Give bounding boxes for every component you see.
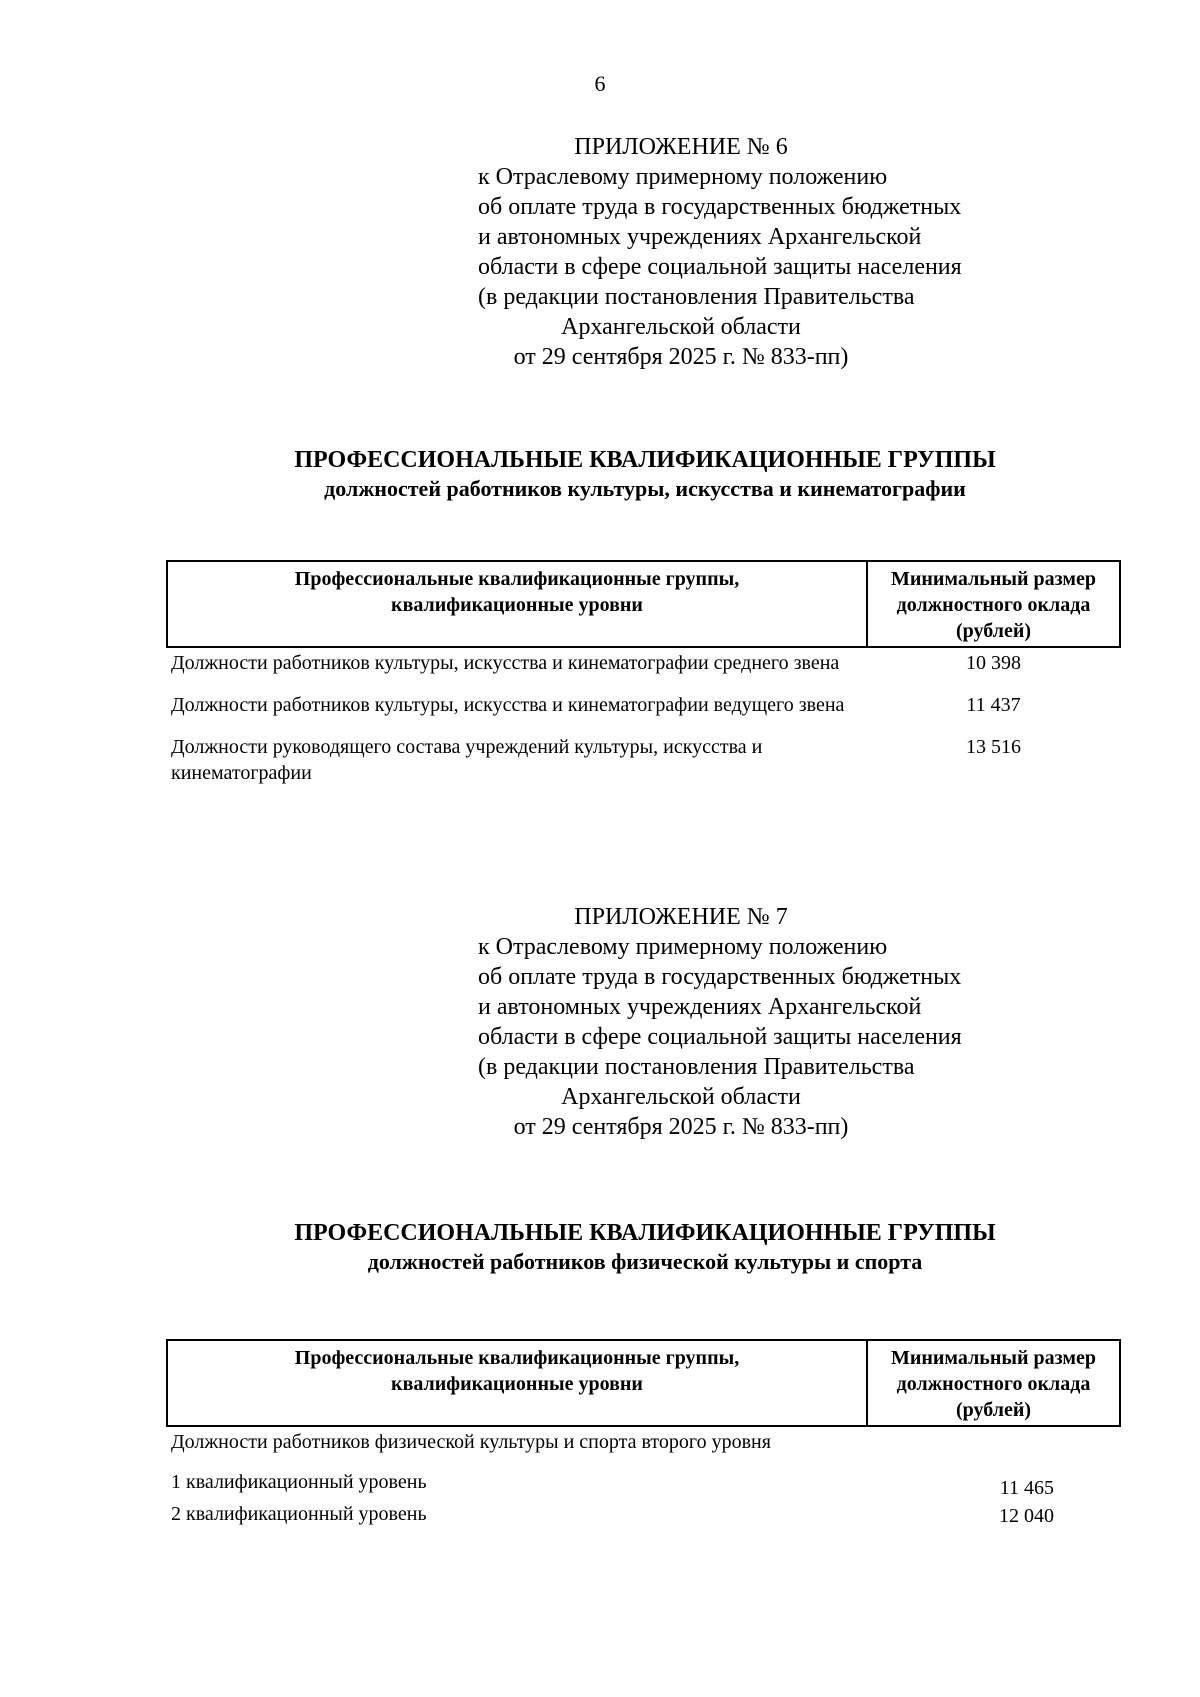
appendix-7-line: и автономных учреждениях Архангельской bbox=[478, 994, 922, 1020]
table-row-value: 10 398 bbox=[966, 652, 1021, 674]
appendix-7-line: ПРИЛОЖЕНИЕ № 7 bbox=[574, 904, 788, 930]
appendix-7-header bbox=[478, 902, 962, 1142]
appendix-6-header bbox=[478, 132, 962, 372]
appendix-6-line: к Отраслевому примерному положению bbox=[478, 164, 888, 190]
section-6-heading bbox=[170, 445, 1120, 503]
table-row bbox=[167, 690, 1120, 732]
appendix-6-line: и автономных учреждениях Архангельской bbox=[478, 224, 922, 250]
appendix-7-line: (в редакции постановления Правительства bbox=[478, 1054, 915, 1080]
table-row-name: Должности руководящего состава учреждений культуры, искусства и кинематографии bbox=[171, 736, 763, 784]
table-row-name: 1 квалификационный уровень bbox=[171, 1471, 427, 1493]
table-sport-header-groups: Профессиональные квалификационные группы, квалификационные уровни bbox=[167, 1340, 867, 1426]
section-7-title: ПРОФЕССИОНАЛЬНЫЕ КВАЛИФИКАЦИОННЫЕ ГРУППЫ bbox=[294, 1220, 996, 1246]
section-7-heading bbox=[170, 1218, 1120, 1276]
appendix-6-line: ПРИЛОЖЕНИЕ № 6 bbox=[574, 134, 788, 160]
table-row-value: 13 516 bbox=[966, 736, 1021, 758]
appendix-6-line: (в редакции постановления Правительства bbox=[478, 284, 915, 310]
page-number: 6 bbox=[594, 71, 606, 96]
table-group-row bbox=[167, 1426, 1120, 1469]
table-row-name: 2 квалификационный уровень bbox=[171, 1503, 427, 1525]
appendix-6-line: Архангельской области bbox=[561, 314, 801, 340]
table-sport bbox=[166, 1339, 1121, 1529]
table-culture-header-groups: Профессиональные квалификационные группы, квалификационные уровни bbox=[167, 561, 867, 647]
table-row bbox=[167, 647, 1120, 690]
table-row-value: 11 465 bbox=[999, 1477, 1054, 1499]
appendix-6-line: от 29 сентября 2025 г. № 833-пп) bbox=[513, 344, 849, 370]
section-7-subtitle: должностей работников физической культуры и спорта bbox=[367, 1249, 923, 1274]
table-row bbox=[167, 732, 1120, 786]
appendix-7-line: к Отраслевому примерному положению bbox=[478, 934, 888, 960]
table-row-name: Должности работников культуры, искусства и кинематографии среднего звена bbox=[171, 652, 840, 674]
appendix-6-line: области в сфере социальной защиты населения bbox=[478, 254, 962, 280]
appendix-7-line: Архангельской области bbox=[561, 1084, 801, 1110]
table-culture bbox=[166, 560, 1121, 786]
table-row bbox=[167, 1469, 1120, 1501]
section-6-subtitle: должностей работников культуры, искусства и кинематографии bbox=[324, 476, 966, 501]
appendix-7-line: от 29 сентября 2025 г. № 833-пп) bbox=[513, 1114, 849, 1140]
table-group-name: Должности работников физической культуры и спорта второго уровня bbox=[171, 1431, 771, 1453]
table-row bbox=[167, 1501, 1120, 1529]
appendix-7-line: об оплате труда в государственных бюджетных bbox=[478, 964, 962, 990]
table-row-value: 11 437 bbox=[966, 694, 1021, 716]
table-row-name: Должности работников культуры, искусства и кинематографии ведущего звена bbox=[171, 694, 845, 716]
table-sport-header-salary: Минимальный размер должностного оклада (рублей) bbox=[867, 1340, 1120, 1426]
section-6-title: ПРОФЕССИОНАЛЬНЫЕ КВАЛИФИКАЦИОННЫЕ ГРУППЫ bbox=[294, 447, 996, 473]
appendix-7-line: области в сфере социальной защиты населения bbox=[478, 1024, 962, 1050]
table-culture-header-salary: Минимальный размер должностного оклада (рублей) bbox=[867, 561, 1120, 647]
table-row-value: 12 040 bbox=[999, 1505, 1054, 1527]
appendix-6-line: об оплате труда в государственных бюджетных bbox=[478, 194, 962, 220]
